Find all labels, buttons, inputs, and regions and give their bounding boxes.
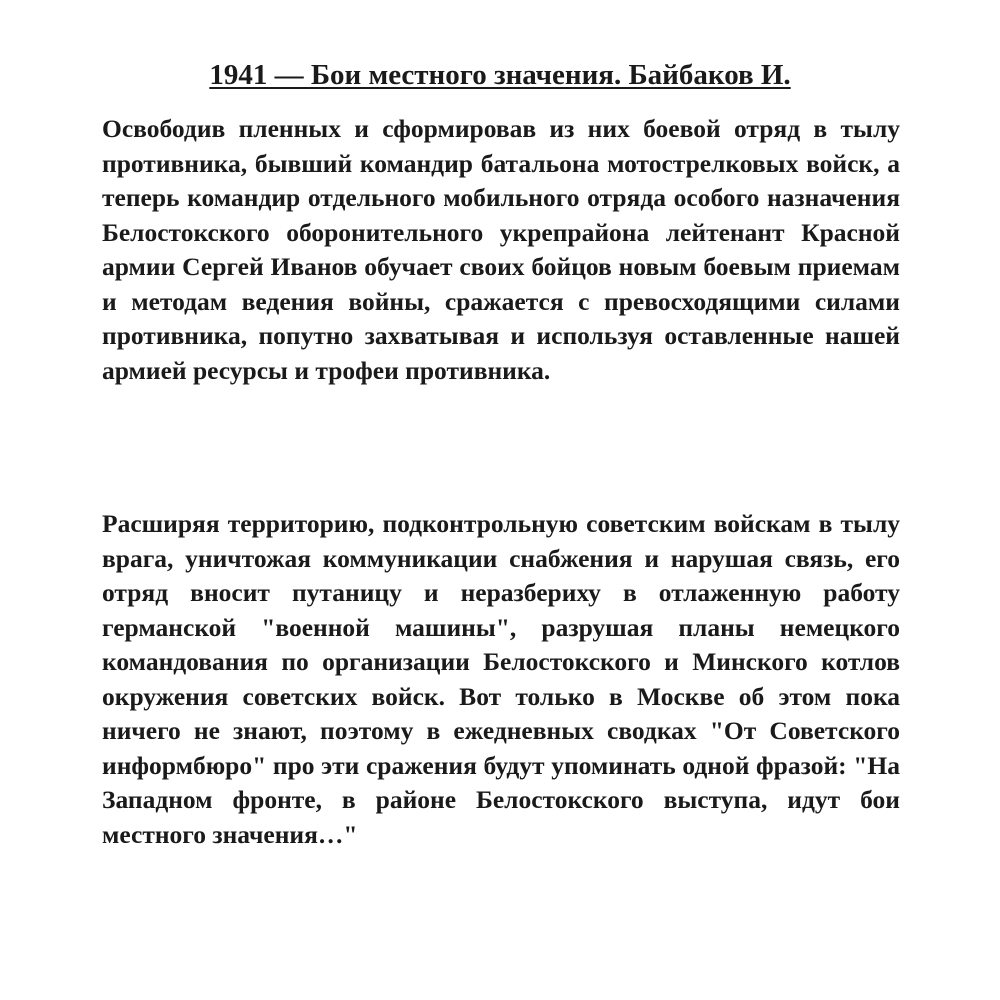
document-title-text: 1941 — Бои местного значения. Байбаков И.	[209, 59, 791, 91]
paragraph-2: Расширяя территорию, подконтрольную советским войскам в тылу врага, уничтожая коммуникации снабжения и нарушая связь, его отряд вносит путаницу и неразбериху в отлаженную работу германской "военной машины", разрушая планы немецкого командования по организации Белостокского и Минского котлов окружения советских войск. Вот только в Москве об этом пока ничего не знают, поэтому в ежедневных сводках "От Советского информбюро" про эти сражения будут упоминать одной фразой: "На Западном фронте, в районе Белостокского выступа, идут бои местного значения…"	[102, 509, 900, 849]
paragraph-1: Освободив пленных и сформировав из них боевой отряд в тылу противника, бывший командир батальона мотострелковых войск, а теперь командир отдельного мобильного отряда особого назначения Белостокского оборонительного укрепрайона лейтенант Красной армии Сергей Иванов обучает своих бойцов новым боевым приемам и методам ведения войны, сражается с превосходящими силами противника, попутно захватывая и используя оставленные нашей армией ресурсы и трофеи противника.	[102, 114, 900, 385]
document-title	[0, 58, 1000, 92]
